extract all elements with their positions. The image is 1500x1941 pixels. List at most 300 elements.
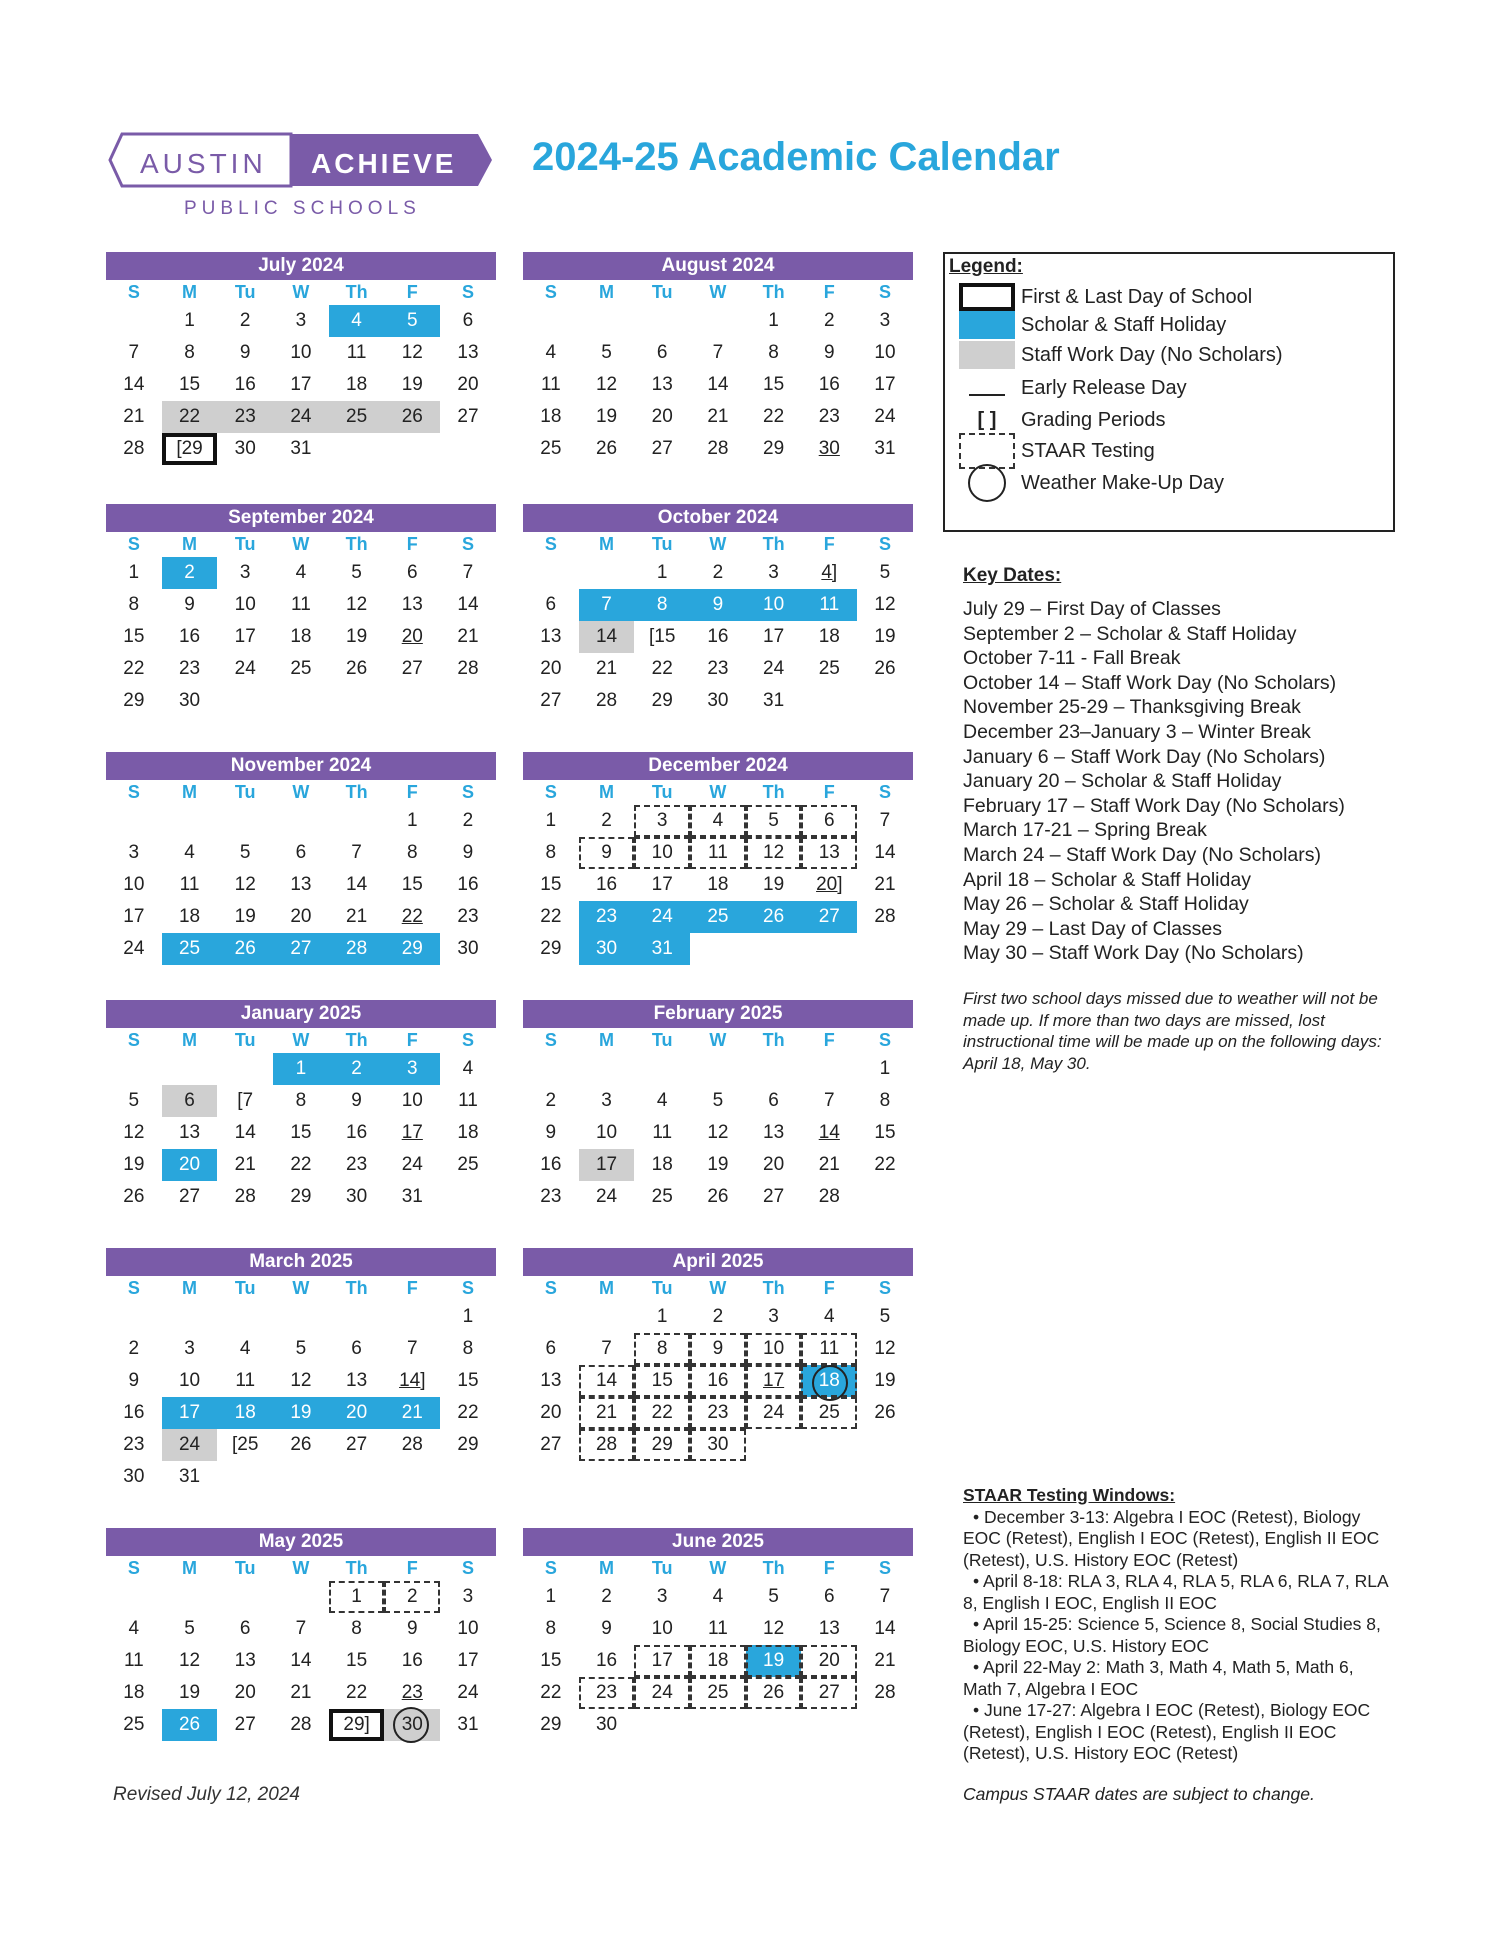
day-number: 5 — [879, 1306, 891, 1327]
legend-box — [943, 252, 1395, 532]
weekday-label: F — [406, 782, 418, 802]
day-cell — [801, 557, 857, 589]
day-number: 23 — [707, 658, 729, 679]
day-number: 14 — [290, 1650, 312, 1671]
day-cell — [857, 933, 913, 965]
day-cell — [634, 1429, 690, 1461]
day-cell — [634, 1301, 690, 1333]
day-cell — [273, 1053, 329, 1085]
day-cell — [162, 1365, 218, 1397]
day-cell — [634, 1149, 690, 1181]
week-row — [106, 1461, 496, 1493]
day-number: 14 — [874, 842, 896, 863]
day-cell — [857, 305, 913, 337]
day-cell — [440, 1365, 496, 1397]
day-cell — [440, 1053, 496, 1085]
day-number: 30 — [123, 1466, 145, 1487]
day-number: 11 — [291, 594, 311, 615]
day-cell — [857, 1581, 913, 1613]
day-number: 17 — [234, 626, 256, 647]
day-cell — [384, 433, 440, 465]
day-number: 28 — [595, 690, 618, 711]
day-number: 12 — [401, 342, 423, 363]
day-number: 19 — [874, 1370, 896, 1391]
day-cell — [634, 369, 690, 401]
day-number: 4 — [239, 1338, 251, 1359]
day-cell — [746, 557, 802, 589]
key-date-item: May 30 – Staff Work Day (No Scholars) — [963, 942, 1304, 965]
day-cell — [217, 837, 273, 869]
day-cell — [217, 1461, 273, 1493]
day-number: 26 — [707, 1186, 729, 1207]
day-number: 30 — [401, 1714, 423, 1735]
weekday-label: Tu — [234, 282, 256, 302]
day-cell — [801, 653, 857, 685]
week-row — [106, 1365, 496, 1397]
day-number: 9 — [823, 342, 835, 363]
day-number: 24 — [763, 1402, 785, 1423]
day-number: 5 — [601, 342, 612, 363]
day-number: 27 — [401, 658, 423, 679]
week-row — [523, 1149, 913, 1181]
day-cell — [579, 305, 635, 337]
day-number: 11 — [458, 1090, 478, 1111]
day-number: 22 — [874, 1154, 896, 1175]
weekday-header — [106, 780, 496, 805]
weekday-label: Th — [345, 282, 368, 302]
day-number: 22 — [346, 1682, 368, 1703]
day-cell — [857, 369, 913, 401]
day-number: 21 — [874, 874, 896, 895]
day-number: 3 — [295, 310, 307, 331]
day-cell — [523, 1301, 579, 1333]
day-number: 29 — [401, 938, 423, 959]
weekday-label: F — [823, 782, 835, 802]
day-cell — [384, 1429, 440, 1461]
weekday-label: M — [182, 782, 198, 802]
day-number: 29 — [540, 1714, 562, 1735]
legend-item — [959, 373, 1187, 403]
day-number: 25 — [346, 406, 368, 427]
day-cell — [690, 869, 746, 901]
day-cell — [523, 369, 579, 401]
weather-note: First two school days missed due to weather will not be made up. If more than two days are missed, lost instructional time will be made up on the following days: April 18, May 30. — [963, 989, 1382, 1073]
day-number: 27 — [234, 1714, 256, 1735]
week-row — [523, 1613, 913, 1645]
weekday-label: Th — [762, 534, 785, 554]
day-number: 26 — [763, 906, 785, 927]
day-number: 31 — [874, 438, 896, 459]
day-cell — [857, 805, 913, 837]
day-cell — [217, 1429, 273, 1461]
week-row — [523, 1365, 913, 1397]
day-number: 8 — [128, 594, 140, 615]
staar-window-item: • April 22-May 2: Math 3, Math 4, Math 5, Math 6, Math 7, Algebra I EOC — [963, 1657, 1354, 1699]
weekday-label: W — [292, 782, 310, 802]
day-number: 29 — [540, 938, 562, 959]
weekday-label: M — [182, 534, 198, 554]
day-number: 5 — [406, 310, 418, 331]
weekday-label: F — [406, 282, 418, 302]
day-number: 1 — [184, 310, 195, 331]
day-number: 1 — [545, 810, 557, 831]
day-number: 2 — [601, 1586, 612, 1607]
day-cell — [634, 1181, 690, 1213]
day-cell — [857, 1365, 913, 1397]
day-cell — [634, 653, 690, 685]
weekday-label: S — [127, 782, 140, 802]
day-number: 6 — [823, 810, 835, 831]
weekday-label: F — [823, 1558, 835, 1578]
day-number: 2 — [128, 1338, 140, 1359]
weekday-label: M — [182, 282, 198, 302]
day-number: 18 — [457, 1122, 479, 1143]
day-number: 10 — [651, 842, 673, 863]
day-number: 21 — [595, 1402, 618, 1423]
day-number: 6 — [406, 562, 418, 583]
day-cell — [690, 337, 746, 369]
day-number: 13 — [290, 874, 312, 895]
month-calendar — [523, 252, 913, 465]
week-row — [523, 1085, 913, 1117]
day-cell — [801, 901, 857, 933]
day-cell — [746, 1709, 802, 1741]
day-cell — [162, 589, 218, 621]
day-cell — [106, 433, 162, 465]
revised-date: Revised July 12, 2024 — [113, 1784, 300, 1805]
day-number: 18 — [178, 906, 201, 927]
day-number: 29 — [651, 1434, 673, 1455]
legend-item — [959, 340, 1283, 370]
day-cell — [801, 1149, 857, 1181]
weekday-label: S — [461, 782, 474, 802]
day-cell — [273, 369, 329, 401]
day-number: 18 — [707, 874, 729, 895]
day-cell — [857, 1117, 913, 1149]
day-cell — [106, 1053, 162, 1085]
day-number: 28 — [595, 1434, 618, 1455]
day-cell — [162, 869, 218, 901]
day-number: 15 — [178, 374, 201, 395]
day-cell — [690, 1397, 746, 1429]
week-row — [523, 1581, 913, 1613]
weekday-label: F — [823, 1030, 835, 1050]
day-number: 27 — [540, 1434, 562, 1455]
day-cell — [329, 1709, 385, 1741]
day-cell — [217, 869, 273, 901]
month-calendar — [106, 1528, 496, 1741]
day-number: 25 — [457, 1154, 479, 1175]
week-row — [106, 369, 496, 401]
day-number: 19 — [234, 906, 256, 927]
day-cell — [162, 685, 218, 717]
day-number: 14 — [818, 1122, 840, 1143]
day-cell — [634, 837, 690, 869]
day-number: 10 — [234, 594, 256, 615]
day-number: 16 — [595, 874, 618, 895]
day-cell — [801, 1085, 857, 1117]
day-number: 13 — [651, 374, 673, 395]
week-row — [106, 869, 496, 901]
day-number: 27 — [818, 1682, 840, 1703]
weekday-header — [106, 1276, 496, 1301]
day-number: 26 — [178, 1714, 201, 1735]
weekday-label: S — [878, 1558, 891, 1578]
day-number: 8 — [184, 342, 195, 363]
day-cell — [746, 685, 802, 717]
day-number: 28 — [818, 1186, 840, 1207]
day-cell — [217, 805, 273, 837]
day-number: 18 — [290, 626, 312, 647]
day-cell — [857, 1053, 913, 1085]
week-row — [106, 1117, 496, 1149]
day-number: 18 — [123, 1682, 145, 1703]
day-cell — [440, 933, 496, 965]
day-cell — [801, 1117, 857, 1149]
day-number: 23 — [457, 906, 479, 927]
weekday-label: Th — [762, 282, 785, 302]
day-cell — [217, 1149, 273, 1181]
day-cell — [329, 401, 385, 433]
day-cell — [690, 1333, 746, 1365]
day-number: 27 — [540, 690, 562, 711]
day-cell — [384, 901, 440, 933]
weekday-header — [523, 1028, 913, 1053]
week-row — [523, 337, 913, 369]
day-cell — [217, 621, 273, 653]
day-number: 2 — [406, 1586, 418, 1607]
day-number: 7 — [351, 842, 362, 863]
day-cell — [217, 433, 273, 465]
day-cell — [106, 1677, 162, 1709]
day-cell — [329, 869, 385, 901]
day-number: 23 — [595, 906, 618, 927]
day-cell — [384, 1053, 440, 1085]
day-cell — [106, 1461, 162, 1493]
day-cell — [579, 805, 635, 837]
day-number: 6 — [768, 1090, 779, 1111]
day-cell — [801, 1429, 857, 1461]
day-number: 21 — [874, 1650, 896, 1671]
day-number: 13 — [818, 842, 840, 863]
day-number: 23 — [123, 1434, 145, 1455]
day-cell — [690, 369, 746, 401]
key-dates-section — [963, 565, 1393, 966]
day-number: 14 — [595, 1370, 618, 1391]
day-number: 6 — [656, 342, 668, 363]
day-number: 28 — [707, 438, 729, 459]
day-number: 1 — [545, 1586, 557, 1607]
day-number: 27 — [763, 1186, 785, 1207]
week-row — [523, 805, 913, 837]
key-date-item: March 17-21 – Spring Break — [963, 819, 1207, 842]
day-number: 18 — [818, 1370, 840, 1391]
day-cell — [857, 1333, 913, 1365]
day-number: 13 — [763, 1122, 785, 1143]
day-number: 5 — [295, 1338, 307, 1359]
day-cell — [329, 901, 385, 933]
key-date-item: May 29 – Last Day of Classes — [963, 917, 1223, 940]
day-cell — [384, 1085, 440, 1117]
month-header: May 2025 — [106, 1528, 496, 1556]
day-number: 19 — [874, 626, 896, 647]
day-number: 13 — [346, 1370, 368, 1391]
day-cell — [523, 1333, 579, 1365]
day-number: 8 — [656, 594, 668, 615]
week-row — [523, 837, 913, 869]
day-cell — [579, 685, 635, 717]
day-number: 8 — [351, 1618, 362, 1639]
day-number: 27 — [290, 938, 312, 959]
day-number: 25 — [818, 1402, 840, 1423]
day-number: 3 — [406, 1058, 418, 1079]
weekday-label: W — [709, 1558, 727, 1578]
day-cell — [384, 305, 440, 337]
week-row — [523, 653, 913, 685]
day-cell — [523, 1053, 579, 1085]
day-cell — [857, 653, 913, 685]
day-cell — [746, 589, 802, 621]
day-cell — [857, 1645, 913, 1677]
day-cell — [162, 621, 218, 653]
day-cell — [106, 621, 162, 653]
weekday-label: Th — [762, 782, 785, 802]
day-number: 18 — [651, 1154, 673, 1175]
day-number: 6 — [295, 842, 307, 863]
day-cell — [634, 1613, 690, 1645]
day-cell — [690, 805, 746, 837]
day-number: 16 — [595, 1650, 618, 1671]
day-number: 12 — [290, 1370, 312, 1391]
day-number: 28 — [401, 1434, 423, 1455]
day-number: 4 — [128, 1618, 140, 1639]
key-date-item: September 2 – Scholar & Staff Holiday — [963, 622, 1297, 645]
day-number: 1 — [462, 1306, 474, 1327]
day-number: 24 — [651, 1682, 673, 1703]
day-number: 28 — [874, 1682, 896, 1703]
day-cell — [329, 1429, 385, 1461]
day-number: 22 — [290, 1154, 312, 1175]
day-cell — [746, 369, 802, 401]
weekday-label: Tu — [234, 1030, 256, 1050]
day-number: [15 — [649, 626, 676, 647]
day-number: 2 — [823, 310, 835, 331]
week-row — [106, 401, 496, 433]
weekday-label: Th — [345, 1558, 368, 1578]
week-row — [106, 1085, 496, 1117]
day-cell — [523, 653, 579, 685]
day-cell — [217, 1613, 273, 1645]
day-cell — [217, 1117, 273, 1149]
day-number: 11 — [540, 374, 561, 395]
day-cell — [523, 401, 579, 433]
day-number: 24 — [874, 406, 896, 427]
day-cell — [579, 621, 635, 653]
day-cell — [746, 1149, 802, 1181]
day-number: 4 — [462, 1058, 474, 1079]
week-row — [106, 1053, 496, 1085]
day-cell — [746, 337, 802, 369]
day-cell — [634, 1397, 690, 1429]
weekday-label: M — [182, 1030, 198, 1050]
day-cell — [801, 1181, 857, 1213]
day-number: 19 — [763, 874, 785, 895]
day-cell — [329, 653, 385, 685]
day-number: 22 — [540, 1682, 562, 1703]
day-number: 26 — [595, 438, 618, 459]
day-cell — [384, 837, 440, 869]
day-number: 28 — [874, 906, 896, 927]
day-cell — [690, 1365, 746, 1397]
day-cell — [857, 589, 913, 621]
day-number: 21 — [234, 1154, 256, 1175]
weekday-label: Tu — [651, 782, 673, 802]
weekday-label: S — [878, 1278, 891, 1298]
weekday-label: W — [292, 282, 310, 302]
day-cell — [217, 1677, 273, 1709]
day-cell — [106, 933, 162, 965]
day-cell — [162, 401, 218, 433]
key-date-item: January 20 – Scholar & Staff Holiday — [963, 770, 1282, 793]
day-number: 8 — [462, 1338, 474, 1359]
day-cell — [106, 1645, 162, 1677]
day-cell — [746, 1117, 802, 1149]
day-number: 2 — [351, 1058, 362, 1079]
month-calendar — [106, 1248, 496, 1493]
day-number: 16 — [707, 626, 729, 647]
day-cell — [273, 1581, 329, 1613]
day-cell — [801, 1645, 857, 1677]
week-row — [106, 1429, 496, 1461]
weekday-label: Th — [345, 534, 368, 554]
day-number: 19 — [290, 1402, 312, 1423]
day-number: 21 — [707, 406, 729, 427]
day-cell — [273, 1117, 329, 1149]
day-cell — [162, 805, 218, 837]
day-number: 15 — [651, 1370, 673, 1391]
day-cell — [162, 1613, 218, 1645]
day-number: 8 — [295, 1090, 307, 1111]
day-number: 23 — [178, 658, 201, 679]
day-cell — [579, 1581, 635, 1613]
day-number: 12 — [874, 1338, 896, 1359]
week-row — [106, 1181, 496, 1213]
legend-label: Scholar & Staff Holiday — [1021, 313, 1227, 336]
day-cell — [690, 557, 746, 589]
day-cell — [634, 1709, 690, 1741]
day-number: 13 — [540, 626, 562, 647]
day-number: 20 — [401, 626, 423, 647]
day-number: 22 — [178, 406, 201, 427]
day-cell — [746, 1397, 802, 1429]
day-number: 4] — [821, 562, 838, 583]
day-cell — [217, 1085, 273, 1117]
day-number: 29 — [123, 690, 145, 711]
day-cell — [634, 933, 690, 965]
day-number: 11 — [179, 874, 200, 895]
day-cell — [440, 1085, 496, 1117]
day-number: 15 — [763, 374, 785, 395]
day-number: 15 — [540, 874, 562, 895]
day-cell — [579, 1053, 635, 1085]
day-number: 28 — [346, 938, 368, 959]
day-cell — [329, 1149, 385, 1181]
day-number: 25 — [651, 1186, 673, 1207]
staar-windows-section — [963, 1485, 1393, 1765]
day-number: 9 — [712, 594, 724, 615]
day-number: 3 — [656, 1586, 668, 1607]
day-number: 7 — [712, 342, 724, 363]
